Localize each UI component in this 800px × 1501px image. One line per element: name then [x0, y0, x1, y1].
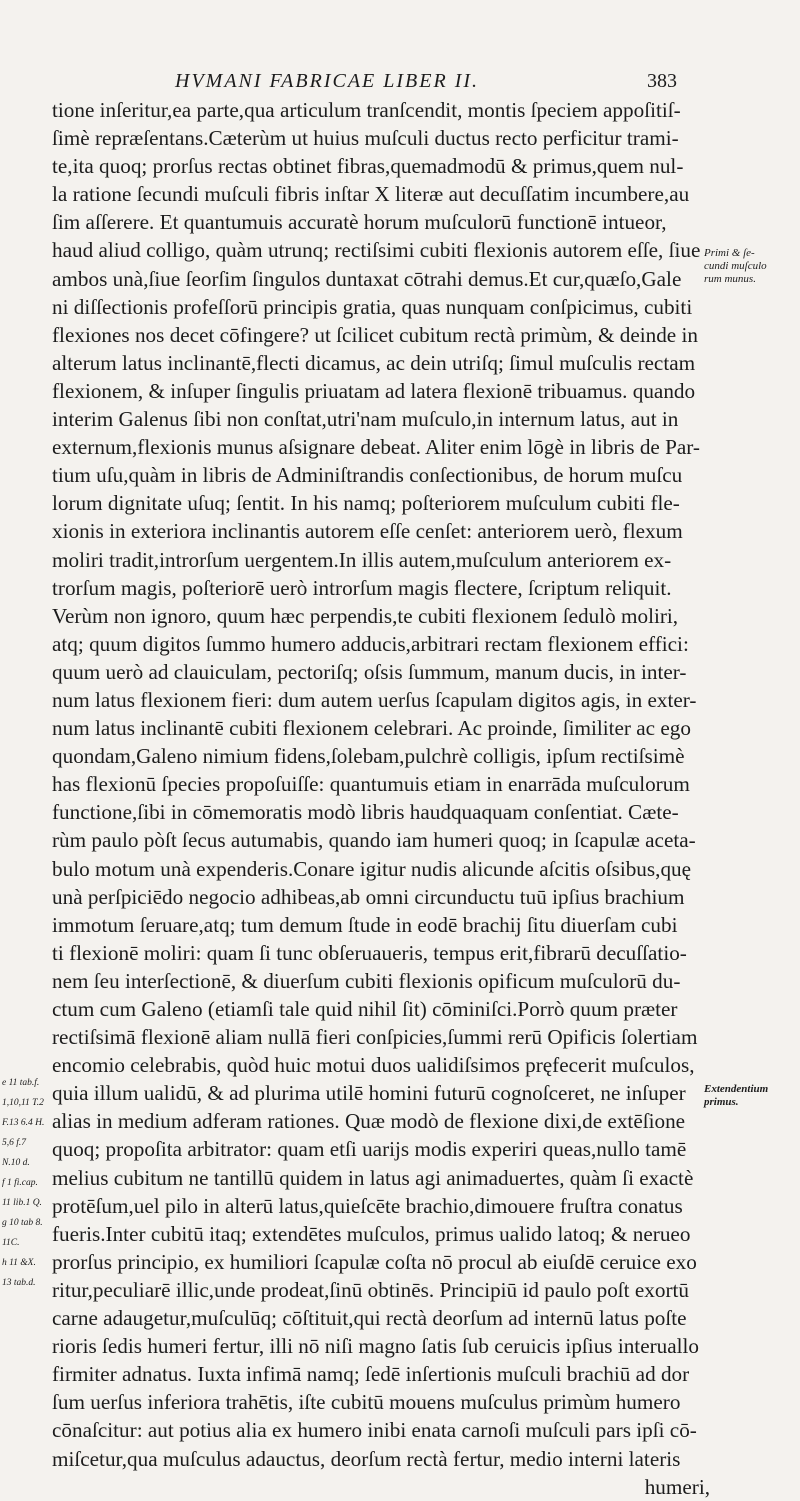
text-line: ctum cum Galeno (etiamſi tale quid nihil ſit) cōminiſci.Porrò quum præter [52, 997, 678, 1021]
text-line: la ratione ſecundi muſculi fibris inſtar X literæ aut decuſſatim incumbere,au [52, 182, 690, 207]
margin-note-line: Primi & ſe- [704, 247, 755, 259]
text-line: ſim aſſerere. Et quantumuis accuratè horum muſculorū functionē intueor, [52, 210, 667, 235]
text-line: rioris ſedis humeri fertur, illi nō niſi magno ſatis ſub ceruicis ipſius interuallo [52, 1334, 700, 1359]
running-title: HVMANI FABRICAE LIBER II. [175, 70, 480, 92]
main-text-column [52, 96, 710, 1501]
left-ref: 5,6 f.7 [2, 1138, 27, 1148]
text-line: quia illum ualidū, & ad plurima utilē homini futurū cognoſceret, ne inſuper [52, 1081, 686, 1106]
text-line: miſcetur,qua muſculus adauctus, deorſum rectà fertur, medio interni lateris [52, 1446, 681, 1471]
text-line: firmiter adnatus. Iuxta infimā namq; ſedē inſertionis muſculi brachiū ad dor [52, 1362, 690, 1387]
text-line: unà perſpiciēdo negocio adhibeas,ab omni circunductu tuū ipſius brachium [52, 884, 685, 909]
text-line: tione inſeritur,ea parte,qua articulum tranſcendit, montis ſpeciem appoſitiſ- [52, 98, 681, 122]
left-ref: 11C. [2, 1238, 20, 1248]
text-line: rùm paulo pòſt ſecus autumabis, quando iam humeri quoq; in ſcapulæ aceta- [52, 828, 696, 853]
text-line: ti flexionē moliri: quam ſi tunc obſeruaueris, tempus erit,fibrarū decuſſatio- [52, 940, 687, 965]
text-line: ritur,peculiarē illic,unde prodeat,ſinū obtinēs. Principiū id paulo poſt exortū [52, 1277, 689, 1302]
text-line: prorſus principio, ex humiliori ſcapulæ coſta nō procul ab eiuſdē ceruice exo [52, 1249, 697, 1274]
text-line: xionis in exteriora inclinantis autorem eſſe cenſet: anteriorem uerò, flexum [52, 519, 683, 544]
text-line: tium uſu,quàm in libris de Adminiſtrandis conſectionibus, de horum muſcu [52, 463, 683, 488]
left-ref: 13 tab.d. [2, 1278, 36, 1288]
text-line: quondam,Galeno nimium fidens,ſolebam,pulchrè colligis, ipſum rectiſsimè [52, 744, 685, 769]
text-line: ambos unà,ſiue ſeorſim ſingulos duntaxat cōtrahi demus.Et cur,quæſo,Gale [52, 266, 682, 291]
text-line: quum uerò ad clauiculam, pectoriſq; oſsis ſummum, manum ducis, in inter- [52, 659, 687, 684]
text-line: flexiones nos decet cōfingere? ut ſcilicet cubitum rectà primùm, & deinde in [52, 322, 698, 347]
text-line: alias in medium adferam rationes. Quæ modò de flexione dixi,de extēſione [52, 1109, 686, 1134]
text-line: ni diſſectionis profeſſorū principis gratia, quas nunquam conſpicimus, cubiti [52, 294, 693, 319]
margin-note-line: Extendentium [704, 1083, 769, 1095]
text-line: immotum ſeruare,atq; tum demum ſtude in eodē brachij ſitu diuerſam cubi [52, 912, 678, 937]
text-line: externum,flexionis munus aſsignare debeat. Aliter enim lōgè in libris de Par- [52, 435, 700, 460]
text-line: fueris.Inter cubitū itaq; extendētes muſculos, primus ualido latoq; & nerueo [52, 1221, 691, 1246]
text-line: Verùm non ignoro, quum hæc perpendis,te cubiti flexionem ſedulò moliri, [52, 603, 679, 628]
text-line: lorum dignitate uſuq; ſentit. In his namq; poſteriorem muſculum cubiti fle- [52, 491, 680, 516]
margin-note-extensor [704, 1083, 800, 1109]
left-ref: g 10 tab 8. [2, 1218, 43, 1228]
text-line: te,ita quoq; prorſus rectas obtinet fibras,quemadmodū & primus,quem nul- [52, 154, 684, 179]
text-line: carne adaugetur,muſculūq; cōſtituit,qui rectà deorſum ad internū latus poſte [52, 1306, 687, 1331]
left-ref: e 11 tab.f. [2, 1078, 40, 1088]
left-ref: F.13 6.4 H. [2, 1118, 45, 1128]
catchword: humeri, [644, 1474, 710, 1499]
text-line: num latus flexionem fieri: dum autem uerſus ſcapulam digitos agis, in exter- [52, 687, 697, 712]
text-line: interim Galenus ſibi non conſtat,utri'nam muſculo,in internum latus, aut in [52, 407, 679, 432]
left-ref: 1,10,11 T.2 [2, 1098, 44, 1108]
text-line: ſimè repræſentans.Cæterùm ut huius muſculi ductus recto perficitur trami- [52, 126, 679, 151]
margin-note-muscle-function [704, 247, 800, 286]
margin-note-line: cundi muſculo [704, 260, 767, 272]
text-line: atq; quum digitos ſummo humero adducis,arbitrari rectam flexionem effici: [52, 631, 689, 656]
text-line: moliri tradit,introrſum uergentem.In illis autem,muſculum anteriorem ex- [52, 547, 672, 572]
text-line: rectiſsimā flexionē aliam nullā fieri conſpicies,ſummi rerū Opificis ſolertiam [52, 1025, 698, 1050]
text-line: num latus inclinantē cubiti flexionem celebrari. Ac proinde, ſimiliter ac ego [52, 716, 691, 741]
left-ref: h 11 &X. [2, 1258, 36, 1268]
text-line: quoq; propoſita arbitrator: quam etſi uarijs modis experiri queas,nullo tamē [52, 1137, 687, 1162]
page-number: 383 [647, 70, 677, 92]
text-line: ſum uerſus inferiora trahētis, iſte cubitū mouens muſculus primùm humero [52, 1390, 681, 1415]
text-line: bulo motum unà expenderis.Conare igitur nudis alicunde aſcitis oſsibus,quę [52, 856, 692, 881]
text-line: nem ſeu interſectionē, & diuerſum cubiti flexionis opificum muſculorū du- [52, 968, 681, 993]
text-line: cōnaſcitur: aut potius alia ex humero inibi enata carnoſi muſculi pars ipſi cō- [52, 1418, 697, 1443]
text-line: protēſum,uel pilo in alterū latus,quieſcēte brachio,dimouere fruſtra conatus [52, 1193, 683, 1218]
text-line: functione,ſibi in cōmemoratis modò libris haudquaquam conſentiat. Cæte- [52, 800, 679, 825]
left-ref: 11 lib.1 Q. [2, 1198, 42, 1208]
margin-note-line: rum munus. [704, 273, 756, 285]
text-line: flexionem, & inſuper ſingulis priuatam ad latera flexionē tribuamus. quando [52, 378, 696, 403]
text-line: trorſum magis, poſteriorē uerò introrſum magis flectere, ſcriptum reliquit. [52, 575, 672, 600]
text-line: encomio celebrabis, quòd huic motui duos ualidiſsimos pręfecerit muſculos, [52, 1053, 695, 1078]
text-line: melius cubitum ne tantillū quidem in latus agi animaduertes, quàm ſi exactè [52, 1165, 694, 1190]
text-line: haud aliud colligo, quàm utrunq; rectiſsimi cubiti flexionis autorem eſſe, ſiue [52, 238, 701, 263]
left-ref: N.10 d. [2, 1158, 30, 1168]
left-ref: f 1 fi.cap. [2, 1178, 38, 1188]
text-line: alterum latus inclinantē,flecti dicamus, ac dein utriſq; ſimul muſculis rectam [52, 350, 696, 375]
left-margin-references [2, 1073, 54, 1293]
text-line: has flexionū ſpecies propoſuiſſe: quantumuis etiam in enarrāda muſculorum [52, 772, 690, 797]
margin-note-line: primus. [704, 1096, 739, 1108]
